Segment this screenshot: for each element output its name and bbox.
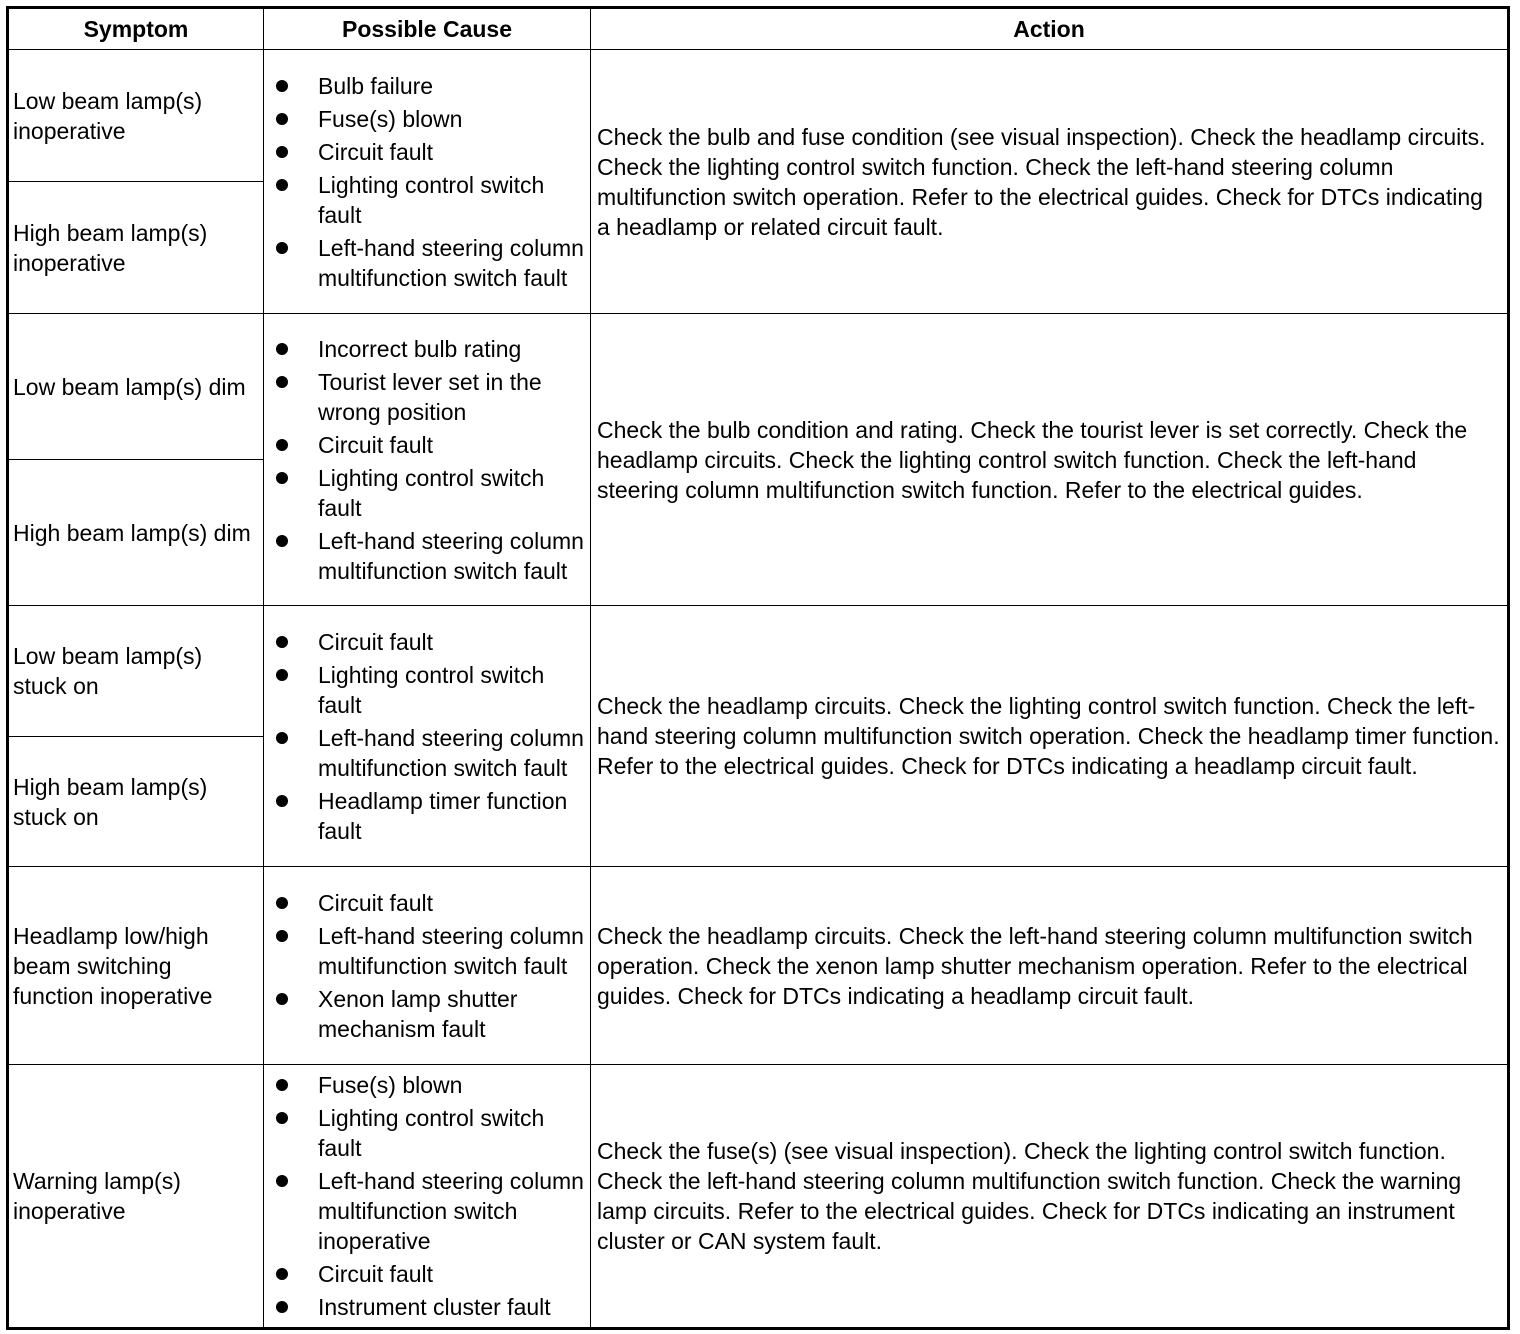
table-row <box>8 1065 1509 1329</box>
list-item <box>276 367 584 427</box>
cause-list <box>276 1070 584 1322</box>
bullet-icon <box>276 146 288 158</box>
cause-text: Circuit fault <box>318 889 434 916</box>
bullet-icon <box>276 930 288 942</box>
cause-text: Xenon lamp shutter mechanism fault <box>318 985 518 1042</box>
bullet-icon <box>276 669 288 681</box>
header-symptom: Symptom <box>8 8 264 50</box>
cause-cell <box>264 606 591 867</box>
action-cell: Check the bulb and fuse condition (see visual inspection). Check the headlamp circuits. Check the lighting control switch function. Check the left-hand steering column multifunction switch operation. Refer to the electrical guides. Check for DTCs indicating a headlamp or related circuit fault. <box>591 50 1509 314</box>
cause-text: Bulb failure <box>318 72 434 99</box>
symptom-cell: Low beam lamp(s) inoperative <box>8 50 264 182</box>
cause-text: Left-hand steering column multifunction switch fault <box>318 527 584 584</box>
bullet-icon <box>276 179 288 191</box>
list-item <box>276 1259 584 1289</box>
symptom-cell: High beam lamp(s) dim <box>8 460 264 606</box>
list-item <box>276 627 584 657</box>
list-item <box>276 1166 584 1256</box>
cause-text: Fuse(s) blown <box>318 1072 463 1098</box>
symptom-cell: Low beam lamp(s) dim <box>8 314 264 460</box>
cause-list <box>276 71 584 293</box>
symptom-cell: High beam lamp(s) stuck on <box>8 737 264 867</box>
list-item <box>276 723 584 783</box>
bullet-icon <box>276 1079 288 1091</box>
list-item <box>276 786 584 846</box>
bullet-icon <box>276 1268 288 1280</box>
cause-text: Incorrect bulb rating <box>318 335 522 362</box>
cause-text: Headlamp timer function fault <box>318 787 568 844</box>
list-item <box>276 921 584 981</box>
action-cell: Check the fuse(s) (see visual inspection). Check the lighting control switch function. Check the left-hand steering column multifunction switch function. Check the warning lamp circuits. Refer to the electrical guides. Check for DTCs indicating an instrument cluster or CAN system fault. <box>591 1065 1509 1329</box>
bullet-icon <box>276 897 288 909</box>
bullet-icon <box>276 1175 288 1187</box>
list-item <box>276 526 584 586</box>
header-action: Action <box>591 8 1509 50</box>
bullet-icon <box>276 472 288 484</box>
list-item <box>276 984 584 1044</box>
cause-text: Left-hand steering column multifunction switch fault <box>318 922 584 979</box>
cause-text: Lighting control switch fault <box>318 1105 545 1161</box>
bullet-icon <box>276 343 288 355</box>
list-item <box>276 430 584 460</box>
cause-text: Left-hand steering column multifunction switch fault <box>318 724 584 781</box>
bullet-icon <box>276 80 288 92</box>
cause-cell <box>264 314 591 606</box>
bullet-icon <box>276 636 288 648</box>
list-item <box>276 463 584 523</box>
list-item <box>276 1292 584 1322</box>
bullet-icon <box>276 993 288 1005</box>
list-item <box>276 334 584 364</box>
cause-list <box>276 888 584 1044</box>
list-item <box>276 660 584 720</box>
list-item <box>276 170 584 230</box>
table-row <box>8 606 1509 737</box>
list-item <box>276 888 584 918</box>
cause-text: Left-hand steering column multifunction switch fault <box>318 234 584 291</box>
bullet-icon <box>276 113 288 125</box>
table-row <box>8 867 1509 1065</box>
bullet-icon <box>276 535 288 547</box>
action-cell: Check the bulb condition and rating. Check the tourist lever is set correctly. Check the headlamp circuits. Check the lighting control switch function. Check the left-hand steering column multifunction switch function. Refer to the electrical guides. <box>591 314 1509 606</box>
cause-text: Lighting control switch fault <box>318 171 545 228</box>
symptom-cell: Low beam lamp(s) stuck on <box>8 606 264 737</box>
symptom-cell: High beam lamp(s) inoperative <box>8 182 264 314</box>
cause-text: Circuit fault <box>318 138 434 165</box>
action-cell: Check the headlamp circuits. Check the left-hand steering column multifunction switch operation. Check the xenon lamp shutter mechanism operation. Refer to the electrical guides. Check for DTCs indicating a headlamp circuit fault. <box>591 867 1509 1065</box>
cause-text: Instrument cluster fault <box>318 1294 551 1320</box>
cause-cell <box>264 50 591 314</box>
list-item <box>276 1103 584 1163</box>
table-row <box>8 50 1509 182</box>
bullet-icon <box>276 1301 288 1313</box>
action-cell: Check the headlamp circuits. Check the lighting control switch function. Check the left-hand steering column multifunction switch operation. Check the headlamp timer function. Refer to the electrical guides. Check for DTCs indicating a headlamp circuit fault. <box>591 606 1509 867</box>
cause-text: Circuit fault <box>318 1261 434 1287</box>
diagnostic-table <box>6 6 1510 1330</box>
cause-list <box>276 334 584 586</box>
cause-text: Tourist lever set in the wrong position <box>318 368 542 425</box>
table-row <box>8 314 1509 460</box>
cause-text: Circuit fault <box>318 628 434 655</box>
header-row <box>8 8 1509 50</box>
bullet-icon <box>276 439 288 451</box>
cause-text: Left-hand steering column multifunction switch inoperative <box>318 1168 584 1254</box>
cause-text: Fuse(s) blown <box>318 105 463 132</box>
bullet-icon <box>276 1112 288 1124</box>
header-possible-cause: Possible Cause <box>264 8 591 50</box>
list-item <box>276 233 584 293</box>
cause-text: Lighting control switch fault <box>318 661 545 718</box>
list-item <box>276 137 584 167</box>
cause-text: Circuit fault <box>318 431 434 458</box>
cause-cell <box>264 867 591 1065</box>
symptom-cell: Warning lamp(s) inoperative <box>8 1065 264 1329</box>
list-item <box>276 71 584 101</box>
cause-text: Lighting control switch fault <box>318 464 545 521</box>
list-item <box>276 104 584 134</box>
symptom-cell: Headlamp low/high beam switching function inoperative <box>8 867 264 1065</box>
list-item <box>276 1070 584 1100</box>
bullet-icon <box>276 242 288 254</box>
bullet-icon <box>276 795 288 807</box>
bullet-icon <box>276 732 288 744</box>
cause-list <box>276 627 584 846</box>
cause-cell <box>264 1065 591 1329</box>
bullet-icon <box>276 376 288 388</box>
